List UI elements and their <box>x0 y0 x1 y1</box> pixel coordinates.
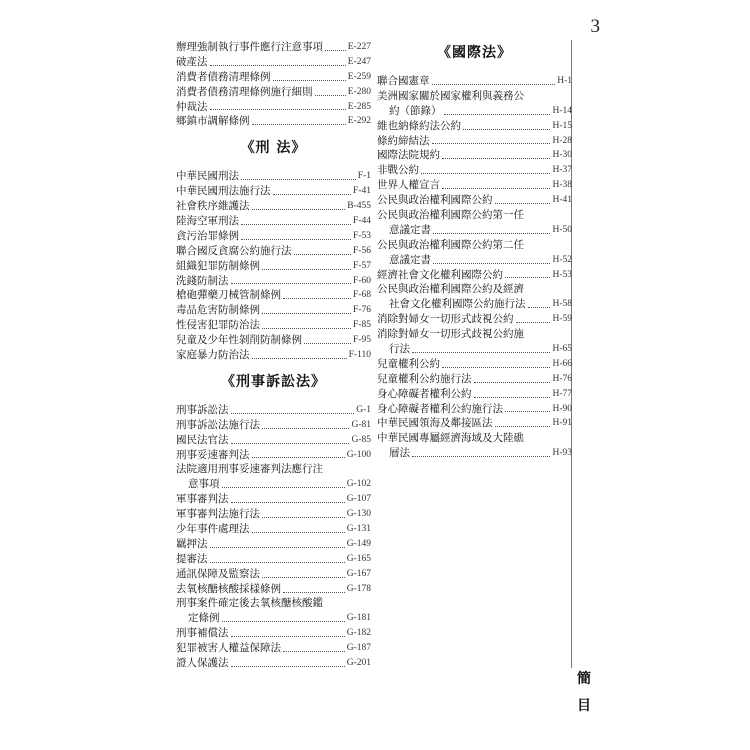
page-ref: G-1 <box>356 404 371 415</box>
leader-dots <box>252 532 345 533</box>
toc-entry <box>377 74 572 89</box>
entry-title: 兒童權利公約 <box>377 357 440 370</box>
entry-title: 行法 <box>389 343 410 356</box>
toc-entry <box>176 199 371 214</box>
page-ref: H-65 <box>552 344 572 355</box>
page-ref: F-44 <box>353 216 371 226</box>
leader-dots <box>442 188 550 189</box>
page-ref: G-182 <box>346 628 371 639</box>
toc-entry <box>176 582 371 597</box>
leader-dots <box>474 382 551 383</box>
page-ref: F-68 <box>353 290 371 301</box>
toc-entry <box>176 303 371 318</box>
page-ref: H-59 <box>552 314 572 325</box>
entry-title: 美洲國家關於國家權利與義務公 <box>377 89 524 102</box>
entry-title: 家庭暴力防治法 <box>176 349 250 362</box>
entry-title: 社會文化權利國際公約施行法 <box>389 298 526 311</box>
entry-title: 公民與政治權利國際公約第一任 <box>377 209 524 221</box>
leader-dots <box>444 114 551 115</box>
toc-entry <box>176 70 371 85</box>
leader-dots <box>231 413 355 414</box>
toc-entry <box>377 402 572 417</box>
toc-entry <box>176 184 371 199</box>
toc-entry <box>377 89 572 104</box>
entry-title: 洗錢防制法 <box>176 274 229 287</box>
page-ref: F-56 <box>353 245 371 256</box>
page-ref: E-292 <box>347 116 371 127</box>
page-ref: F-95 <box>353 335 371 346</box>
entry-title: 兒童及少年性剝削防制條例 <box>176 334 302 347</box>
leader-dots <box>432 143 551 144</box>
entry-title: 定條例 <box>188 612 220 625</box>
toc-entry <box>176 55 371 70</box>
leader-dots <box>528 307 551 308</box>
toc-entry <box>377 208 572 223</box>
page-ref: G-181 <box>346 613 371 624</box>
entry-title: 國際法院規約 <box>377 149 440 162</box>
entry-title: 世界人權宣言 <box>377 179 440 192</box>
leader-dots <box>231 666 345 667</box>
entry-title: 貪污治罪條例 <box>176 229 239 242</box>
page-ref: E-259 <box>347 71 371 82</box>
toc-entry <box>176 537 371 552</box>
entry-title: 條約締結法 <box>377 134 430 147</box>
toc-entry <box>176 567 371 582</box>
page-ref: G-131 <box>346 524 371 535</box>
toc-entry <box>176 333 371 348</box>
leader-dots <box>505 277 550 278</box>
toc-entry <box>176 100 371 115</box>
toc-entry <box>377 312 572 327</box>
leader-dots <box>262 517 345 518</box>
entry-title: 槍砲彈藥刀械管制條例 <box>176 289 281 302</box>
entry-title: 刑事案件確定後去氧核醣核酸鑑 <box>176 597 323 610</box>
entry-title: 中華民國專屬經濟海域及大陸礁 <box>377 432 524 445</box>
leader-dots <box>325 50 346 51</box>
entry-title: 非戰公約 <box>377 164 419 177</box>
leader-dots <box>516 322 551 323</box>
leader-dots <box>442 367 550 368</box>
leader-dots <box>283 592 345 593</box>
leader-dots <box>273 80 346 81</box>
entry-title: 消費者債務清理條例施行細則 <box>176 85 313 98</box>
page-ref: G-165 <box>346 553 371 564</box>
page-ref: E-227 <box>347 41 371 52</box>
leader-dots <box>315 95 346 96</box>
leader-dots <box>262 328 351 329</box>
leader-dots <box>433 233 550 234</box>
toc-entry <box>377 193 572 208</box>
entry-title: 刑事訴訟法施行法 <box>176 418 260 431</box>
toc-entry <box>176 229 371 244</box>
entry-title: 羈押法 <box>176 537 208 550</box>
entry-title: 公民與政治權利國際公約 <box>377 194 493 207</box>
entry-title: 通訊保障及監察法 <box>176 567 260 580</box>
entry-title: 中華民國刑法 <box>176 170 239 183</box>
page-ref: H-37 <box>552 165 572 176</box>
page-ref: G-107 <box>346 494 371 505</box>
entry-title: 提審法 <box>176 552 208 565</box>
page-ref: H-91 <box>552 418 572 429</box>
toc-entry <box>176 448 371 463</box>
toc-entry <box>377 372 572 387</box>
toc-entry <box>377 431 572 446</box>
toc-entry <box>176 626 371 641</box>
toc-entry <box>176 169 371 184</box>
toc-entry <box>176 552 371 567</box>
toc-entry <box>176 492 371 507</box>
page-ref: H-93 <box>552 448 572 459</box>
leader-dots <box>210 109 346 110</box>
toc-entry <box>176 259 371 274</box>
entry-title: 聯合國憲章 <box>377 74 430 87</box>
page-ref: B-455 <box>347 201 371 212</box>
criminal-procedure-entries <box>176 403 371 671</box>
toc-entry <box>176 433 371 448</box>
toc-entry <box>176 274 371 289</box>
toc-entry <box>176 507 371 522</box>
entry-title: 維也納條約法公約 <box>377 119 461 132</box>
entry-title: 經濟社會文化權利國際公約 <box>377 268 503 281</box>
leader-dots <box>432 84 556 85</box>
page-ref: F-85 <box>353 320 371 331</box>
page-ref: F-53 <box>353 230 371 241</box>
toc-entry <box>377 327 572 342</box>
page-ref: F-60 <box>353 275 371 286</box>
leader-dots <box>231 443 350 444</box>
toc-entry-continuation <box>377 223 572 238</box>
page-ref: H-15 <box>552 120 572 131</box>
toc-entry <box>176 462 371 477</box>
leader-dots <box>241 179 356 180</box>
toc-entry <box>176 288 371 303</box>
entry-title: 刑事訴訟法 <box>176 403 229 416</box>
page-ref: G-187 <box>346 643 371 654</box>
toc-entry <box>377 119 572 134</box>
leader-dots <box>210 562 345 563</box>
entry-title: 辦理強制執行事件應行注意事項 <box>176 40 323 53</box>
leader-dots <box>262 428 349 429</box>
entry-title: 意議定書 <box>389 253 431 266</box>
entry-title: 少年事件處理法 <box>176 523 250 536</box>
side-tab-char: 簡 <box>577 671 591 687</box>
toc-entry <box>377 282 572 297</box>
toc-entry <box>176 114 371 129</box>
page-ref: H-58 <box>552 299 572 310</box>
entry-title: 證人保護法 <box>176 657 229 670</box>
international-law-entries <box>377 74 572 461</box>
side-tab-label <box>576 666 592 720</box>
toc-entry-continuation <box>176 611 371 626</box>
page-ref: F-110 <box>348 350 371 361</box>
entry-title: 公民與政治權利國際公約第二任 <box>377 238 524 251</box>
page-ref: H-41 <box>552 195 572 206</box>
entry-title: 法院適用刑事妥速審判法應行注 <box>176 463 323 476</box>
leader-dots <box>231 283 352 284</box>
toc-entry-continuation <box>176 477 371 492</box>
entry-title: 去氧核醣核酸採樣條例 <box>176 582 281 595</box>
leader-dots <box>241 239 351 240</box>
entry-title: 破產法 <box>176 55 208 68</box>
toc-entry <box>176 641 371 656</box>
leader-dots <box>222 487 345 488</box>
entry-title: 身心障礙者權利公約施行法 <box>377 402 503 415</box>
toc-entry <box>377 238 572 253</box>
entry-title: 毒品危害防制條例 <box>176 304 260 317</box>
entry-title: 犯罪被害人權益保障法 <box>176 642 281 655</box>
toc-entry <box>377 416 572 431</box>
page-ref: G-178 <box>346 583 371 594</box>
leader-dots <box>262 577 345 578</box>
top-entries <box>176 40 371 129</box>
toc-entry <box>377 163 572 178</box>
toc-entry <box>176 214 371 229</box>
toc-entry <box>176 522 371 537</box>
toc-entry-continuation <box>377 446 572 461</box>
page-ref: H-77 <box>552 388 572 399</box>
page-ref: G-201 <box>346 658 371 669</box>
entry-title: 意議定書 <box>389 223 431 236</box>
international-law-heading: 《國際法》 <box>437 45 512 61</box>
entry-title: 意事項 <box>188 478 220 491</box>
page-ref: H-38 <box>552 180 572 191</box>
leader-dots <box>262 313 351 314</box>
page-ref: G-130 <box>346 509 371 520</box>
page-ref: F-76 <box>353 305 371 316</box>
page-ref: H-66 <box>552 358 572 369</box>
toc-entry <box>176 244 371 259</box>
entry-title: 陸海空軍刑法 <box>176 215 239 227</box>
leader-dots <box>412 456 550 457</box>
page-ref: H-50 <box>552 224 572 235</box>
leader-dots <box>505 411 550 412</box>
leader-dots <box>283 651 345 652</box>
entry-title: 中華民國刑法施行法 <box>176 185 271 198</box>
leader-dots <box>294 254 352 255</box>
entry-title: 消除對婦女一切形式歧視公約施 <box>377 328 524 341</box>
toc-entry <box>176 318 371 333</box>
leader-dots <box>304 343 351 344</box>
entry-title: 軍事審判法施行法 <box>176 508 260 521</box>
toc-entry <box>377 357 572 372</box>
toc-entry <box>176 40 371 55</box>
toc-entry <box>176 85 371 100</box>
leader-dots <box>495 203 551 204</box>
page-ref: G-167 <box>346 568 371 579</box>
toc-entry <box>176 403 371 418</box>
page-ref: H-30 <box>552 150 572 161</box>
leader-dots <box>442 158 550 159</box>
right-column <box>377 40 572 461</box>
leader-dots <box>495 426 551 427</box>
toc-entry <box>176 418 371 433</box>
page-ref: H-76 <box>552 373 572 384</box>
leader-dots <box>231 502 345 503</box>
entry-title: 刑事妥速審判法 <box>176 448 250 461</box>
page-ref: E-285 <box>347 101 371 112</box>
entry-title: 刑事補償法 <box>176 627 229 640</box>
leader-dots <box>463 129 550 130</box>
page-ref: H-90 <box>552 403 572 414</box>
leader-dots <box>262 269 351 270</box>
entry-title: 消費者債務清理條例 <box>176 70 271 83</box>
leader-dots <box>241 224 351 225</box>
page-ref: H-14 <box>552 105 572 116</box>
toc-entry <box>377 178 572 193</box>
leader-dots <box>474 397 551 398</box>
toc-entry <box>377 387 572 402</box>
leader-dots <box>210 547 345 548</box>
page-number: 3 <box>590 16 600 37</box>
toc-entry <box>176 348 371 363</box>
leader-dots <box>252 457 345 458</box>
leader-dots <box>283 298 351 299</box>
page-ref: F-1 <box>357 171 371 182</box>
page-ref: H-28 <box>552 135 572 146</box>
leader-dots <box>231 636 345 637</box>
toc-entry <box>176 597 371 612</box>
page-ref: G-81 <box>351 419 371 430</box>
page-ref: F-57 <box>353 260 371 271</box>
leader-dots <box>252 124 346 125</box>
toc-entry-continuation <box>377 104 572 119</box>
toc-entry <box>377 134 572 149</box>
toc-entry <box>176 656 371 671</box>
side-tab-char: 目 <box>577 698 591 714</box>
page-ref: G-149 <box>346 538 371 549</box>
entry-title: 仲裁法 <box>176 100 208 113</box>
toc-entry-continuation <box>377 342 572 357</box>
page-ref: H-1 <box>557 75 572 86</box>
leader-dots <box>433 263 550 264</box>
toc-entry-continuation <box>377 297 572 312</box>
entry-title: 國民法官法 <box>176 433 229 446</box>
leader-dots <box>412 352 550 353</box>
toc-entry-continuation <box>377 253 572 268</box>
entry-title: 中華民國領海及鄰接區法 <box>377 417 493 430</box>
leader-dots <box>252 209 346 210</box>
entry-title: 聯合國反貪腐公約施行法 <box>176 244 292 257</box>
entry-title: 性侵害犯罪防治法 <box>176 319 260 332</box>
criminal-law-heading: 《刑 法》 <box>240 140 307 157</box>
page-ref: H-53 <box>552 269 572 280</box>
entry-title: 公民與政治權利國際公約及經濟 <box>377 283 524 296</box>
entry-title: 軍事審判法 <box>176 493 229 506</box>
leader-dots <box>273 194 352 195</box>
toc-entry <box>377 268 572 283</box>
page-ref: G-100 <box>346 449 371 460</box>
entry-title: 消除對婦女一切形式歧視公約 <box>377 313 514 326</box>
toc-entry <box>377 148 572 163</box>
leader-dots <box>421 173 550 174</box>
leader-dots <box>252 358 347 359</box>
page-ref: G-85 <box>351 434 371 445</box>
page-ref: E-280 <box>347 86 371 97</box>
leader-dots <box>222 621 345 622</box>
entry-title: 社會秩序維護法 <box>176 200 250 213</box>
page-ref: F-41 <box>353 186 371 197</box>
entry-title: 兒童權利公約施行法 <box>377 372 472 385</box>
entry-title: 鄉鎮市調解條例 <box>176 115 250 128</box>
entry-title: 身心障礙者權利公約 <box>377 387 472 400</box>
page-ref: H-52 <box>552 254 572 265</box>
page-ref: E-247 <box>347 56 371 67</box>
criminal-procedure-heading: 《刑事訴訟法》 <box>221 373 326 390</box>
criminal-law-entries <box>176 169 371 363</box>
entry-title: 組織犯罪防制條例 <box>176 259 260 272</box>
left-column <box>176 40 371 671</box>
entry-title: 層法 <box>389 447 410 460</box>
entry-title: 約（節錄） <box>389 104 442 117</box>
leader-dots <box>210 65 346 66</box>
page-ref: G-102 <box>346 479 371 490</box>
